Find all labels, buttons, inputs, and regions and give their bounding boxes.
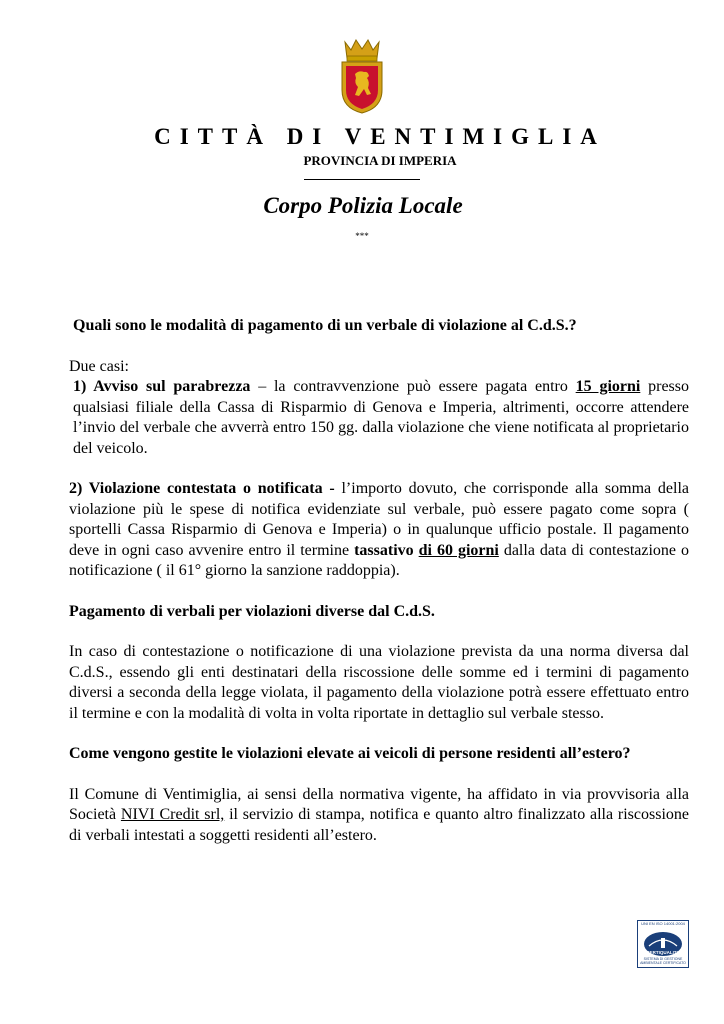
coat-of-arms-icon: [337, 38, 387, 114]
heading-other-violations: Pagamento di verbali per violazioni diverse dal C.d.S.: [69, 602, 435, 620]
case-1-deadline: 15 giorni: [575, 378, 641, 395]
header-divider: [304, 179, 420, 180]
heading-foreign-residents: Come vengono gestite le violazioni elevate ai veicoli di persone residenti all’estero?: [69, 745, 631, 762]
case-2-paragraph: 2) Violazione contestata o notificata - l’importo dovuto, che corrisponde alla somma della violazione più le spese di notifica evidenziate sul verbale, può essere pagato come sopra ( sportelli Cassa Risparmio di Genova e Imperia) o in qualunque ufficio postale. Il pagamento deve in ogni caso avvenire entro il termine tassativo di 60 giorni dalla data di contestazione o notificazione ( il 61° giorno la sanzione raddoppia).: [69, 480, 690, 579]
province-subtitle: PROVINCIA DI IMPERIA: [303, 153, 457, 168]
separator-stars: ***: [355, 231, 369, 241]
certification-badge-icon: [637, 920, 689, 968]
foreign-residents-paragraph: Il Comune di Ventimiglia, ai sensi della normativa vigente, ha affidato in via provvisoria alla Società NIVI Credit srl, il servizio di stampa, notifica e quanto altro finalizzato alla riscossione di verbali intestati a soggetti residenti all’estero.: [69, 785, 689, 844]
document-body: [69, 316, 689, 846]
certiquality-logo-icon: [643, 930, 683, 958]
department-title: Corpo Polizia Locale: [263, 193, 463, 218]
certification-caption: SISTEMA DI GESTIONE AMBIENTALE CERTIFICATO: [640, 957, 686, 965]
case-2-strict: tassativo: [354, 541, 414, 559]
certification-standard: UNI EN ISO 14001:2004: [641, 921, 685, 926]
case-2-deadline: di 60 giorni: [418, 541, 499, 559]
certification-brand: CERTIQUALITY: [646, 950, 680, 955]
intro-text: Due casi:: [69, 357, 129, 375]
city-title: CITTÀ DI VENTIMIGLIA: [154, 124, 606, 149]
case-1-paragraph: 1) Avviso sul parabrezza – la contravvenzione può essere pagata entro 15 giorni presso qualsiasi filiale della Cassa di Risparmio di Genova e Imperia, altrimenti, occorre attendere l’invio del verbale che avverrà entro 150 gg. dalla violazione che viene notificata al proprietario del veicolo.: [73, 378, 689, 457]
company-link[interactable]: NIVI Credit srl,: [120, 806, 225, 823]
other-violations-paragraph: In caso di contestazione o notificazione di una violazione prevista da una norma diversa dal C.d.S., essendo gli enti destinatari della riscossione delle somme ed i termini di pagamento diversi a seconda della legge violata, il pagamento della violazione potrà essere effettuato entro il termine e con la modalità di volta in volta riportate in dettaglio sul verbale stesso.: [69, 643, 689, 722]
case-2-title: 2) Violazione contestata o notificata -: [69, 480, 335, 497]
question-payment-methods: Quali sono le modalità di pagamento di un verbale di violazione al C.d.S.?: [73, 317, 577, 334]
case-1-title: 1) Avviso sul parabrezza: [73, 378, 251, 395]
